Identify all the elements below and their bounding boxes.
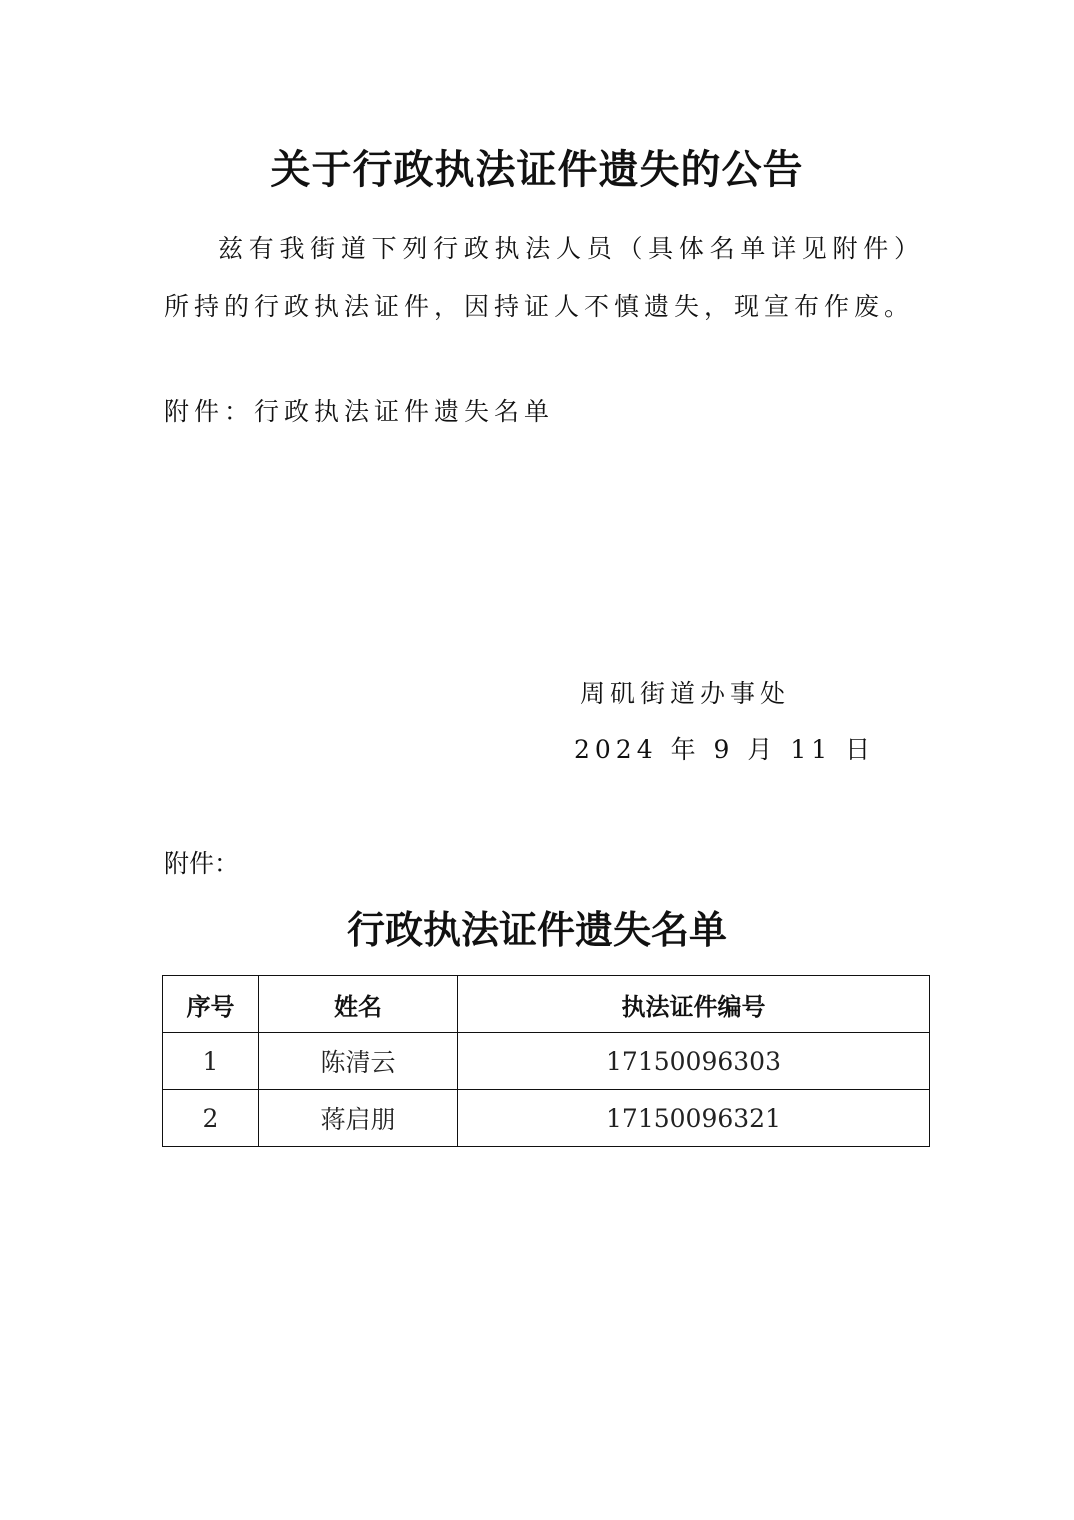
header-name: 姓名 bbox=[259, 976, 458, 1033]
attachment-reference: 附件：行政执法证件遗失名单 bbox=[164, 397, 555, 426]
table-row bbox=[163, 1090, 930, 1147]
table-header-row bbox=[163, 976, 930, 1033]
cell-name: 陈清云 bbox=[259, 1033, 458, 1090]
signature-organization: 周矶街道办事处 bbox=[580, 679, 791, 708]
cell-certificate-number: 17150096321 bbox=[458, 1090, 930, 1147]
table-row bbox=[163, 1033, 930, 1090]
notice-title: 关于行政执法证件遗失的公告 bbox=[270, 146, 804, 193]
signature-date: 2024 年 9 月 11 日 bbox=[574, 735, 876, 764]
header-serial-number: 序号 bbox=[163, 976, 259, 1033]
cell-name: 蒋启朋 bbox=[259, 1090, 458, 1147]
header-certificate-number: 执法证件编号 bbox=[458, 976, 930, 1033]
cell-serial-number: 2 bbox=[163, 1090, 259, 1147]
cell-certificate-number: 17150096303 bbox=[458, 1033, 930, 1090]
attachment-label: 附件： bbox=[164, 849, 240, 878]
notice-body: 兹有我街道下列行政执法人员（具体名单详见附件）所持的行政执法证件，因持证人不慎遗失，现宣布作废。 bbox=[164, 234, 924, 321]
cell-serial-number: 1 bbox=[163, 1033, 259, 1090]
lost-certificates-table bbox=[162, 975, 930, 1147]
attachment-title: 行政执法证件遗失名单 bbox=[346, 907, 727, 952]
